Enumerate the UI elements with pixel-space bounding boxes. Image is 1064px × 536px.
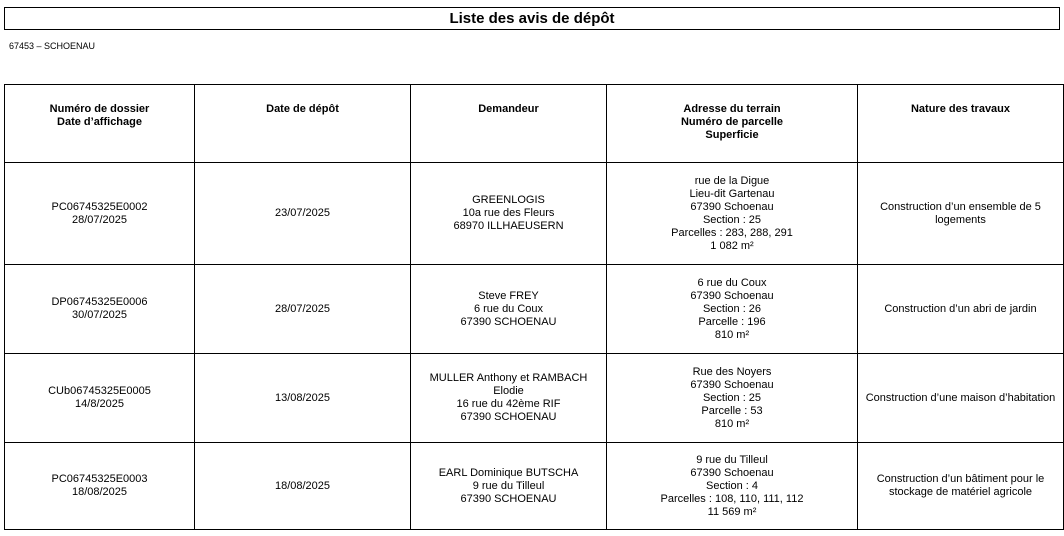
avis-table: [4, 84, 1064, 530]
cell-adresse: rue de la Digue Lieu-dit Gartenau 67390 Schoenau Section : 25 Parcelles : 283, 288, 291 1 082 m²: [607, 163, 858, 265]
table-row: [5, 443, 1064, 530]
cell-demandeur: GREENLOGIS 10a rue des Fleurs 68970 ILLHAEUSERN: [411, 163, 607, 265]
cell-demandeur: EARL Dominique BUTSCHA 9 rue du Tilleul 67390 SCHOENAU: [411, 443, 607, 530]
header-date-depot: Date de dépôt: [195, 85, 411, 163]
header-nature: Nature des travaux: [858, 85, 1064, 163]
table-header-row: [5, 85, 1064, 163]
cell-nature: Construction d’une maison d’habitation: [858, 354, 1064, 443]
cell-adresse: 9 rue du Tilleul 67390 Schoenau Section : 4 Parcelles : 108, 110, 111, 112 11 569 m²: [607, 443, 858, 530]
cell-date-depot: 28/07/2025: [195, 265, 411, 354]
cell-date-depot: 23/07/2025: [195, 163, 411, 265]
cell-date-depot: 18/08/2025: [195, 443, 411, 530]
table-row: [5, 163, 1064, 265]
cell-nature: Construction d’un bâtiment pour le stockage de matériel agricole: [858, 443, 1064, 530]
cell-dossier: DP06745325E0006 30/07/2025: [5, 265, 195, 354]
table-row: [5, 354, 1064, 443]
cell-dossier: CUb06745325E0005 14/8/2025: [5, 354, 195, 443]
cell-dossier: PC06745325E0003 18/08/2025: [5, 443, 195, 530]
page-title: Liste des avis de dépôt: [4, 7, 1060, 30]
cell-demandeur: MULLER Anthony et RAMBACH Elodie 16 rue du 42ème RIF 67390 SCHOENAU: [411, 354, 607, 443]
cell-date-depot: 13/08/2025: [195, 354, 411, 443]
cell-nature: Construction d’un abri de jardin: [858, 265, 1064, 354]
cell-demandeur: Steve FREY 6 rue du Coux 67390 SCHOENAU: [411, 265, 607, 354]
cell-adresse: 6 rue du Coux 67390 Schoenau Section : 26 Parcelle : 196 810 m²: [607, 265, 858, 354]
header-dossier: Numéro de dossier Date d’affichage: [5, 85, 195, 163]
cell-nature: Construction d’un ensemble de 5 logements: [858, 163, 1064, 265]
table-row: [5, 265, 1064, 354]
header-adresse: Adresse du terrain Numéro de parcelle Superficie: [607, 85, 858, 163]
cell-adresse: Rue des Noyers 67390 Schoenau Section : 25 Parcelle : 53 810 m²: [607, 354, 858, 443]
header-demandeur: Demandeur: [411, 85, 607, 163]
cell-dossier: PC06745325E0002 28/07/2025: [5, 163, 195, 265]
commune-label: 67453 – SCHOENAU: [9, 41, 96, 51]
